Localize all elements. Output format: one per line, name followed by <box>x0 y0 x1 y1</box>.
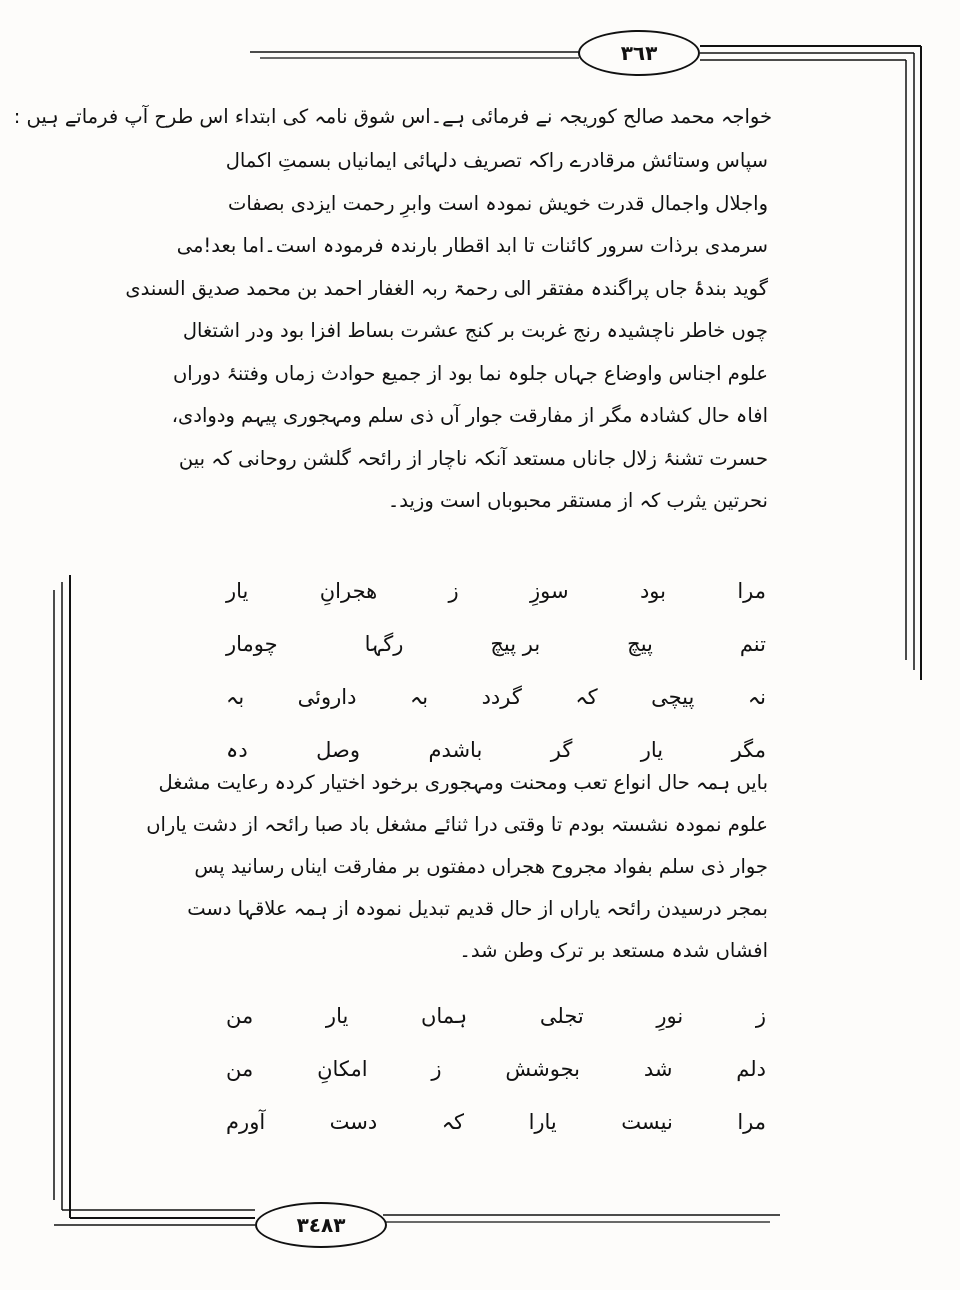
verse-word: گردد <box>481 685 522 709</box>
verse-word: باشدم <box>428 738 483 762</box>
verse-word: من <box>226 1057 254 1081</box>
verse-word: من <box>226 1004 254 1028</box>
text-line: علوم اجناس واوضاع جہاں جلوہ نما بود از جمیع حوادث زماں وفتنۂ دوراں <box>172 361 768 385</box>
verse-word: دست <box>329 1110 378 1134</box>
verse-block-1 <box>226 565 766 777</box>
verse-line <box>226 1043 766 1096</box>
verse-word: یار <box>226 579 249 603</box>
text-line: افاہ حال کشادہ مگر از مفارقت جوار آں ذی سلم ومہجوری پیہم ودوادی، <box>171 404 768 427</box>
verse-word: امکانِ <box>317 1057 368 1081</box>
text-line: نحرتین یثرب کہ از مستقر محبوباں است وزید۔ <box>387 489 768 512</box>
verse-word: یار <box>325 1004 349 1028</box>
verse-word: کہ <box>441 1110 465 1134</box>
text-line: واجلال واجمال قدرت خویش نمودہ است وابرِ رحمت ایزدی بصفات <box>228 191 768 215</box>
text-line: جوار ذی سلم بفواد مجروح هجراں دمفتوں بر مفارقت ایناں رسانید پس <box>194 855 768 878</box>
verse-line <box>226 671 766 724</box>
verse-line <box>226 565 766 618</box>
text-line: بایں ہمہ حال انواع تعب ومحنت ومہجوری برخود اختیار کردہ رعایت مشغل <box>158 771 768 794</box>
text-line: خواجہ محمد صالح کوریجہ نے فرمائی ہے۔اس شوق نامہ کی ابتداء اس طرح آپ فرماتے ہیں : <box>13 105 772 128</box>
verse-word: گر <box>550 738 573 762</box>
verse-line <box>226 618 766 671</box>
verse-word: شد <box>643 1057 673 1081</box>
verse-word: کہ <box>575 685 598 709</box>
verse-word: داروئی <box>297 685 357 709</box>
verse-word: بود <box>639 579 666 603</box>
verse-word: مرا <box>737 1110 766 1134</box>
text-line: افشاں شدہ مستعد بر ترک وطن شد۔ <box>459 939 768 962</box>
verse-word: رگہا <box>364 632 404 656</box>
verse-word: نیست <box>621 1110 673 1134</box>
verse-word: مگر <box>731 738 766 762</box>
verse-word: بجوشش <box>505 1057 581 1081</box>
verse-word: پیچ <box>627 632 653 656</box>
verse-word: نہ <box>747 685 766 709</box>
prose-paragraph-2 <box>146 762 768 972</box>
verse-word: نورِ <box>656 1004 684 1028</box>
verse-word: هجرانِ <box>319 579 378 603</box>
verse-word: چومار <box>226 632 278 656</box>
verse-block-2 <box>226 990 766 1149</box>
verse-word: ز <box>448 579 459 603</box>
verse-word: سوزِ <box>530 579 569 603</box>
verse-word: بہ <box>226 685 245 709</box>
verse-word: یار <box>640 738 664 762</box>
verse-word: دہ <box>226 738 248 762</box>
page-number-bottom: ٣٤٨٣ <box>255 1202 387 1248</box>
verse-word: مرا <box>737 579 766 603</box>
verse-word: تنم <box>739 632 766 656</box>
verse-word: تجلی <box>539 1004 584 1028</box>
verse-word: بہ <box>409 685 429 709</box>
verse-word: دلم <box>736 1057 766 1081</box>
verse-word: ز <box>431 1057 442 1081</box>
intro-paragraph <box>13 96 772 138</box>
verse-word: پیچی <box>651 685 695 709</box>
text-line: گوید بندۂ جاں پراگندہ مفتقر الی رحمۃ ربہ الغفار احمد بن محمد صدیق السندی <box>125 276 768 300</box>
verse-word: بر پیچ <box>490 632 541 656</box>
verse-word: آورم <box>226 1110 266 1134</box>
text-line: سپاس وستائش مرقادرے راکہ تصریف دلہائی ایمانیاں بسمتِ اکمال <box>225 149 768 172</box>
verse-line <box>226 990 766 1043</box>
verse-line <box>226 1096 766 1149</box>
prose-paragraph-1 <box>125 140 768 523</box>
text-line: سرمدی برذات سرور کائنات تا ابد اقطار بارندہ فرمودہ است۔اما بعد!می <box>176 234 768 257</box>
text-line: بمجر درسیدن رائحہ یاراں از حال قدیم تبدیل نمودہ از ہمہ علاقہا دست <box>187 897 768 920</box>
text-line: حسرت تشنۂ زلال جاناں مستعد آنکہ ناچار از رائحہ گلشن روحانی کہ بین <box>178 446 768 470</box>
text-line: چوں خاطر ناچشیدہ رنج غربت بر کنج عشرت بساط افزا بود ودر اشتغال <box>182 319 768 342</box>
page-number-top: ٣٦٣ <box>578 30 700 76</box>
verse-word: ہماں <box>420 1004 468 1028</box>
verse-word: وصل <box>316 738 361 762</box>
verse-word: ز <box>755 1004 766 1028</box>
text-line: علوم نمودہ نشستہ بودم تا وقتی درا ثنائے مشغل باد صبا رائحہ از دشت یاراں <box>146 813 768 836</box>
verse-word: یارا <box>528 1110 557 1134</box>
